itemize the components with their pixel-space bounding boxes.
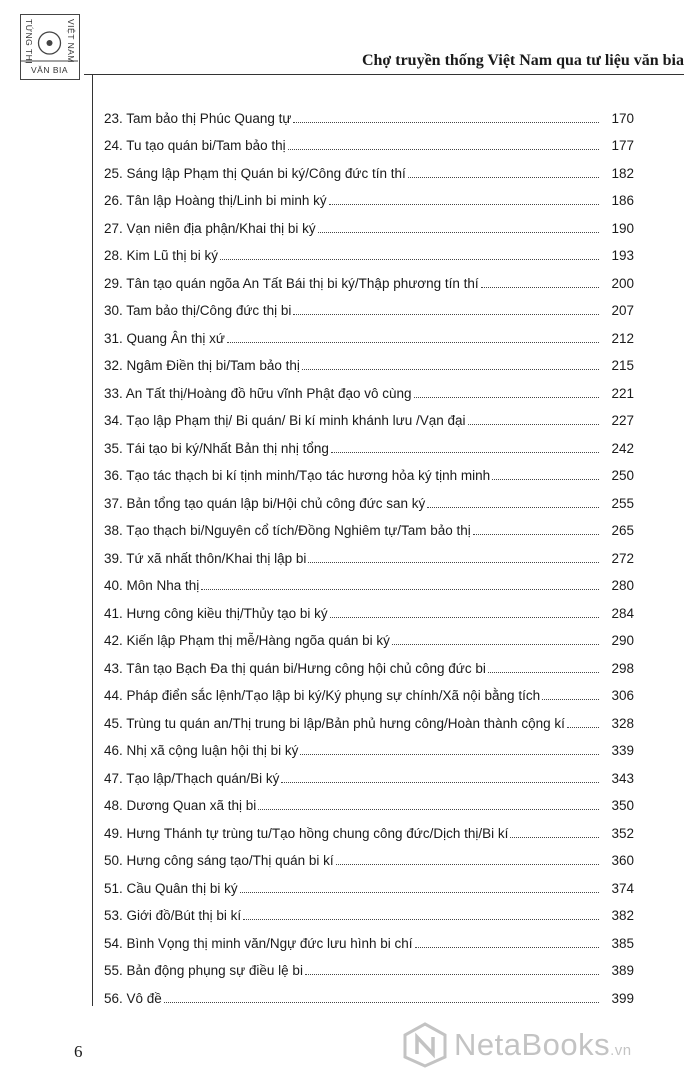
dot-leader <box>392 644 599 645</box>
toc-entry-page: 182 <box>611 165 634 181</box>
dot-leader <box>164 1002 599 1003</box>
toc-entry <box>104 676 634 704</box>
book-series-logo <box>20 14 80 80</box>
dot-leader <box>220 259 599 260</box>
dot-leader <box>567 727 599 728</box>
toc-entry-title: 44. Pháp điển sắc lệnh/Tạo lập bi ký/Ký phụng sự chính/Xã nội bằng tích <box>104 688 541 703</box>
dot-leader <box>468 424 599 425</box>
toc-entry-page: 374 <box>611 880 634 896</box>
dot-leader <box>318 232 599 233</box>
watermark-text <box>454 1027 632 1063</box>
toc-entry-page: 212 <box>611 330 634 346</box>
toc-entry <box>104 428 634 456</box>
toc-entry-page: 272 <box>611 550 634 566</box>
dot-leader <box>488 672 599 673</box>
dot-leader <box>308 562 599 563</box>
toc-entry <box>104 703 634 731</box>
toc-entry-page: 186 <box>611 193 634 208</box>
dot-leader <box>330 617 599 618</box>
toc-entry-page: 207 <box>611 303 634 318</box>
toc-entry-title: 40. Môn Nha thị <box>104 578 200 593</box>
toc-entry-title: 35. Tái tạo bi ký/Nhất Bản thị nhị tổng <box>104 440 329 456</box>
margin-rule <box>92 74 93 1006</box>
dot-leader <box>258 809 599 810</box>
toc-entry <box>104 593 634 621</box>
toc-entry-page: 389 <box>611 963 634 978</box>
toc-entry-title: 31. Quang Ân thị xứ <box>104 330 225 346</box>
dot-leader <box>305 974 599 975</box>
toc-entry <box>104 731 634 759</box>
table-of-contents <box>104 98 634 1006</box>
toc-entry-page: 255 <box>611 495 634 511</box>
dot-leader <box>293 314 599 315</box>
toc-entry <box>104 236 634 264</box>
toc-entry-page: 177 <box>611 138 634 153</box>
dot-leader <box>510 837 599 838</box>
dot-leader <box>336 864 599 865</box>
toc-entry-title: 49. Hưng Thánh tự trùng tu/Tạo hồng chung công đức/Dịch thị/Bi kí <box>104 825 509 841</box>
toc-entry <box>104 923 634 951</box>
toc-entry-title: 30. Tam bảo thị/Công đức thị bi <box>104 303 292 318</box>
dot-leader <box>408 177 599 178</box>
dot-leader <box>329 204 599 205</box>
toc-entry <box>104 456 634 484</box>
toc-entry <box>104 263 634 291</box>
toc-entry-page: 170 <box>611 110 634 126</box>
toc-entry <box>104 868 634 896</box>
watermark-domain: .vn <box>610 1042 632 1059</box>
toc-entry-title: 54. Bình Vọng thị minh văn/Ngự đức lưu hình bi chí <box>104 935 413 951</box>
toc-entry-page: 190 <box>611 220 634 236</box>
dot-leader <box>302 369 599 370</box>
toc-entry <box>104 373 634 401</box>
toc-entry-title: 53. Giới đồ/Bút thị bi kí <box>104 908 242 923</box>
dot-leader <box>414 397 599 398</box>
header-rule <box>84 74 684 75</box>
toc-entry <box>104 538 634 566</box>
toc-entry-page: 385 <box>611 935 634 951</box>
toc-entry-page: 284 <box>611 605 634 621</box>
dot-leader <box>481 287 599 288</box>
toc-entry <box>104 951 634 979</box>
toc-entry <box>104 511 634 539</box>
toc-entry <box>104 126 634 154</box>
toc-entry-page: 242 <box>611 440 634 456</box>
toc-entry-title: 48. Dương Quan xã thị bi <box>104 798 257 813</box>
dot-leader <box>240 892 599 893</box>
toc-entry-page: 382 <box>611 908 634 923</box>
page-number: 6 <box>74 1042 83 1061</box>
toc-entry <box>104 841 634 869</box>
toc-entry-title: 27. Vạn niên địa phận/Khai thị bi ký <box>104 220 316 236</box>
dot-leader <box>293 122 599 123</box>
toc-entry-title: 45. Trùng tu quán an/Thị trung bi lập/Bản phủ hưng công/Hoàn thành cộng kí <box>104 715 565 731</box>
toc-entry <box>104 566 634 594</box>
toc-entry-page: 290 <box>611 633 634 648</box>
toc-entry-page: 215 <box>611 358 634 373</box>
toc-entry <box>104 758 634 786</box>
toc-entry <box>104 181 634 209</box>
dot-leader <box>288 149 599 150</box>
toc-entry <box>104 318 634 346</box>
toc-entry-page: 298 <box>611 660 634 676</box>
toc-entry-title: 41. Hưng công kiều thị/Thủy tạo bi ký <box>104 605 328 621</box>
toc-entry-page: 328 <box>611 715 634 731</box>
toc-entry <box>104 208 634 236</box>
toc-entry-page: 250 <box>611 468 634 483</box>
toc-entry-title: 23. Tam bảo thị Phúc Quang tự <box>104 110 292 126</box>
dot-leader <box>473 534 599 535</box>
dot-leader <box>427 507 599 508</box>
toc-entry <box>104 98 634 126</box>
dot-leader <box>492 479 599 480</box>
toc-entry-page: 343 <box>611 770 634 786</box>
toc-entry-title: 42. Kiến lập Phạm thị mễ/Hàng ngõa quán bi ký <box>104 633 390 648</box>
toc-entry <box>104 978 634 1006</box>
toc-entry-page: 221 <box>611 385 634 401</box>
dot-leader <box>542 699 599 700</box>
toc-entry-title: 50. Hưng công sáng tạo/Thị quán bi kí <box>104 853 334 868</box>
toc-entry-page: 265 <box>611 523 634 538</box>
toc-entry-page: 339 <box>611 743 634 758</box>
toc-entry-title: 55. Bản động phụng sự điều lệ bi <box>104 963 303 978</box>
dot-leader <box>243 919 599 920</box>
dot-leader <box>331 452 599 453</box>
toc-entry <box>104 786 634 814</box>
netabooks-logo-icon <box>402 1022 448 1068</box>
toc-entry <box>104 401 634 429</box>
toc-entry <box>104 291 634 319</box>
toc-entry-title: 28. Kim Lũ thị bi ký <box>104 248 219 263</box>
logo-text-right: VIỆT NAM <box>66 19 76 63</box>
toc-entry-page: 352 <box>611 825 634 841</box>
toc-entry <box>104 813 634 841</box>
toc-entry-page: 200 <box>611 275 634 291</box>
toc-entry-title: 51. Cầu Quân thị bi ký <box>104 880 238 896</box>
logo-text-bottom: VĂN BIA <box>31 65 69 75</box>
watermark <box>402 1020 692 1070</box>
dot-leader <box>300 754 599 755</box>
toc-entry <box>104 483 634 511</box>
toc-entry-page: 193 <box>611 248 634 263</box>
toc-entry-title: 25. Sáng lập Phạm thị Quán bi ký/Công đức tín thí <box>104 165 406 181</box>
toc-entry-title: 39. Tứ xã nhất thôn/Khai thị lập bi <box>104 550 307 566</box>
toc-entry <box>104 648 634 676</box>
dot-leader <box>201 589 599 590</box>
toc-entry-page: 360 <box>611 853 634 868</box>
logo-text-left: TỨNG THỊ <box>24 19 34 65</box>
toc-entry-title: 38. Tạo thạch bi/Nguyên cổ tích/Đồng Nghiêm tự/Tam bảo thị <box>104 523 471 538</box>
toc-entry-page: 399 <box>611 990 634 1006</box>
dot-leader <box>281 782 599 783</box>
dot-leader <box>227 342 599 343</box>
toc-entry-title: 43. Tân tạo Bạch Đa thị quán bi/Hưng công hội chủ công đức bi <box>104 660 486 676</box>
toc-entry-title: 33. An Tất thị/Hoàng đồ hữu vĩnh Phật đạo vô cùng <box>104 385 412 401</box>
toc-entry <box>104 621 634 649</box>
toc-entry <box>104 346 634 374</box>
toc-entry-title: 56. Vô đề <box>104 990 162 1006</box>
dot-leader <box>415 947 599 948</box>
toc-entry-title: 34. Tạo lập Phạm thị/ Bi quán/ Bi kí minh khánh lưu /Vạn đại <box>104 413 466 428</box>
toc-entry-title: 29. Tân tạo quán ngõa An Tất Bái thị bi ký/Thập phương tín thí <box>104 275 479 291</box>
toc-entry-title: 32. Ngâm Điền thị bi/Tam bảo thị <box>104 358 300 373</box>
watermark-brand: NetaBooks <box>454 1027 611 1062</box>
toc-entry-page: 306 <box>611 688 634 703</box>
toc-entry-page: 227 <box>611 413 634 428</box>
toc-entry-page: 350 <box>611 798 634 813</box>
toc-entry-title: 26. Tân lập Hoàng thị/Linh bi minh ký <box>104 193 327 208</box>
toc-entry-title: 36. Tạo tác thạch bi kí tịnh minh/Tạo tác hương hỏa ký tịnh minh <box>104 468 491 483</box>
toc-entry-page: 280 <box>611 578 634 593</box>
toc-entry-title: 37. Bản tổng tạo quán lập bi/Hội chủ công đức san ký <box>104 495 426 511</box>
toc-entry <box>104 153 634 181</box>
toc-entry-title: 46. Nhị xã cộng luận hội thị bi ký <box>104 743 299 758</box>
toc-entry <box>104 896 634 924</box>
toc-entry-title: 24. Tu tạo quán bi/Tam bảo thị <box>104 138 286 153</box>
toc-entry-title: 47. Tạo lập/Thạch quán/Bi ký <box>104 770 280 786</box>
running-header-title: Chợ truyền thống Việt Nam qua tư liệu văn bia <box>361 52 684 69</box>
